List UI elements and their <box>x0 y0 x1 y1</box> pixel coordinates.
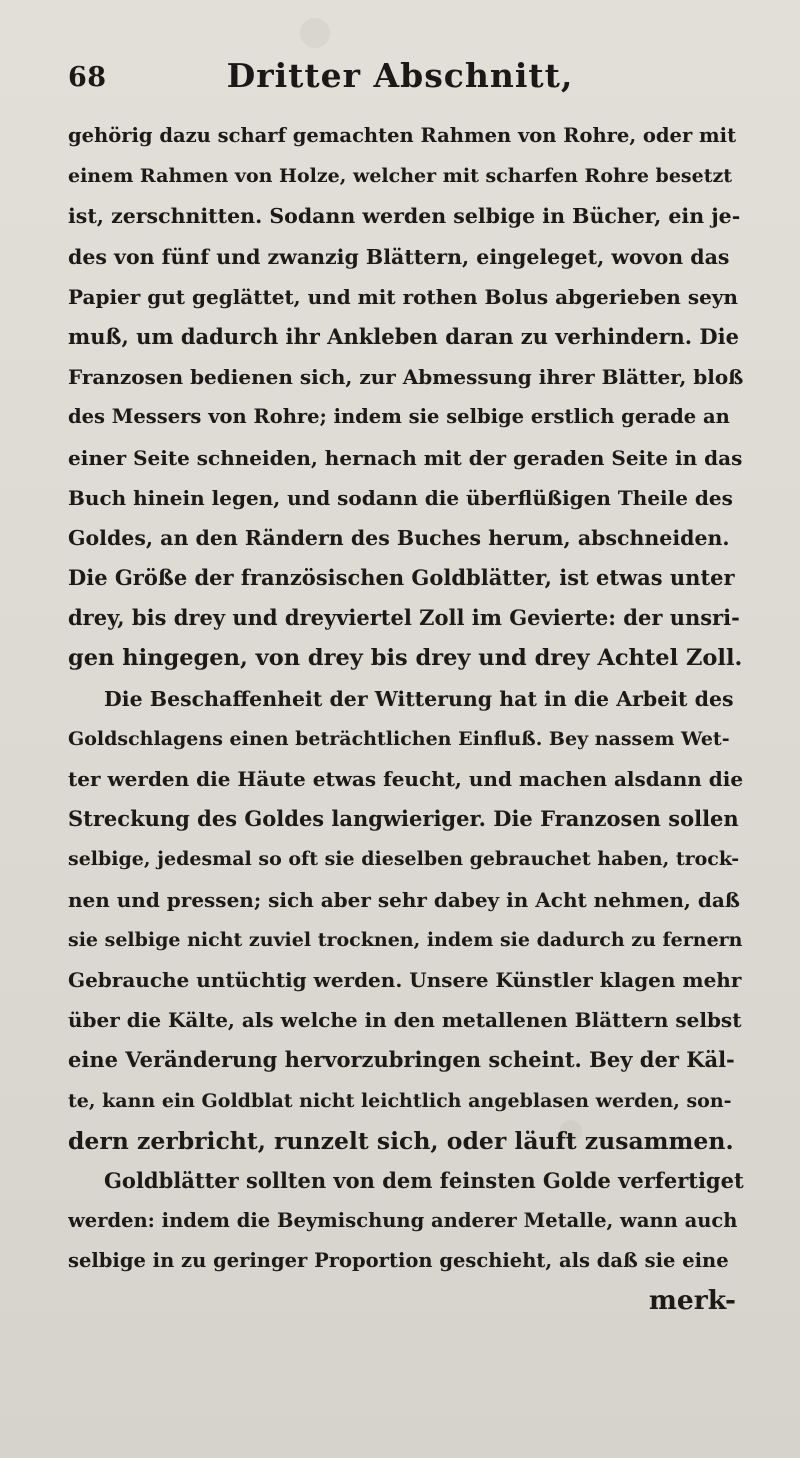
catchword: merk- <box>648 1285 736 1317</box>
body-text <box>68 116 744 1322</box>
text-line: des von fünf und zwanzig Blättern, eingeleget, wovon das <box>68 244 730 269</box>
running-head: Dritter Abschnitt, <box>226 56 574 95</box>
text-line: selbige in zu geringer Proportion geschieht, als daß sie eine <box>68 1249 729 1273</box>
text-line: eine Veränderung hervorzubringen scheint. Bey der Käl- <box>68 1047 735 1073</box>
paragraph-start-line: Goldblätter sollten von dem feinsten Golde verfertiget <box>104 1167 744 1193</box>
paragraph-start-line: Die Beschaffenheit der Witterung hat in die Arbeit des <box>104 686 734 711</box>
text-line: über die Kälte, als welche in den metallenen Blättern selbst <box>68 1008 742 1033</box>
paper-stain <box>300 18 330 48</box>
text-line: einem Rahmen von Holze, welcher mit scharfen Rohre besetzt <box>68 165 733 188</box>
text-line: Buch hinein legen, und sodann die überflüßigen Theile des <box>68 485 733 510</box>
text-line: einer Seite schneiden, hernach mit der geraden Seite in das <box>68 445 743 470</box>
text-line: te, kann ein Goldblat nicht leichtlich angeblasen werden, son- <box>68 1089 732 1112</box>
text-line: muß, um dadurch ihr Ankleben daran zu verhindern. Die <box>68 323 739 349</box>
text-line: Goldschlagens einen beträchtlichen Einfluß. Bey nassem Wet- <box>68 727 730 750</box>
text-line: dern zerbricht, runzelt sich, oder läuft zusammen. <box>68 1126 734 1155</box>
text-line: Streckung des Goldes langwieriger. Die Franzosen sollen <box>68 806 739 832</box>
text-line: nen und pressen; sich aber sehr dabey in Acht nehmen, daß <box>68 887 740 912</box>
text-line: Gebrauche untüchtig werden. Unsere Künstler klagen mehr <box>68 967 742 992</box>
text-line: werden: indem die Beymischung anderer Metalle, wann auch <box>68 1209 738 1233</box>
page-number: 68 <box>68 62 107 93</box>
text-line: gehörig dazu scharf gemachten Rahmen von Rohre, oder mit <box>68 124 737 147</box>
text-line: gen hingegen, von drey bis drey und drey Achtel Zoll. <box>68 645 743 672</box>
text-line: selbige, jedesmal so oft sie dieselben gebrauchet haben, trock- <box>68 848 740 871</box>
text-line: drey, bis drey und dreyviertel Zoll im Gevierte: der unsri- <box>68 605 740 631</box>
page-header <box>0 52 800 102</box>
text-line: Franzosen bedienen sich, zur Abmessung ihrer Blätter, bloß <box>68 365 744 390</box>
text-line: ter werden die Häute etwas feucht, und machen alsdann die <box>68 767 744 791</box>
text-line: Die Größe der französischen Goldblätter, ist etwas unter <box>68 565 735 591</box>
text-line: des Messers von Rohre; indem sie selbige erstlich gerade an <box>68 405 730 429</box>
text-line: Papier gut geglättet, und mit rothen Bolus abgerieben seyn <box>68 284 738 309</box>
text-line: Goldes, an den Rändern des Buches herum, abschneiden. <box>68 525 730 550</box>
text-line: ist, zerschnitten. Sodann werden selbige in Bücher, ein je- <box>68 204 741 229</box>
text-line: sie selbige nicht zuviel trocknen, indem sie dadurch zu fernern <box>68 928 743 951</box>
